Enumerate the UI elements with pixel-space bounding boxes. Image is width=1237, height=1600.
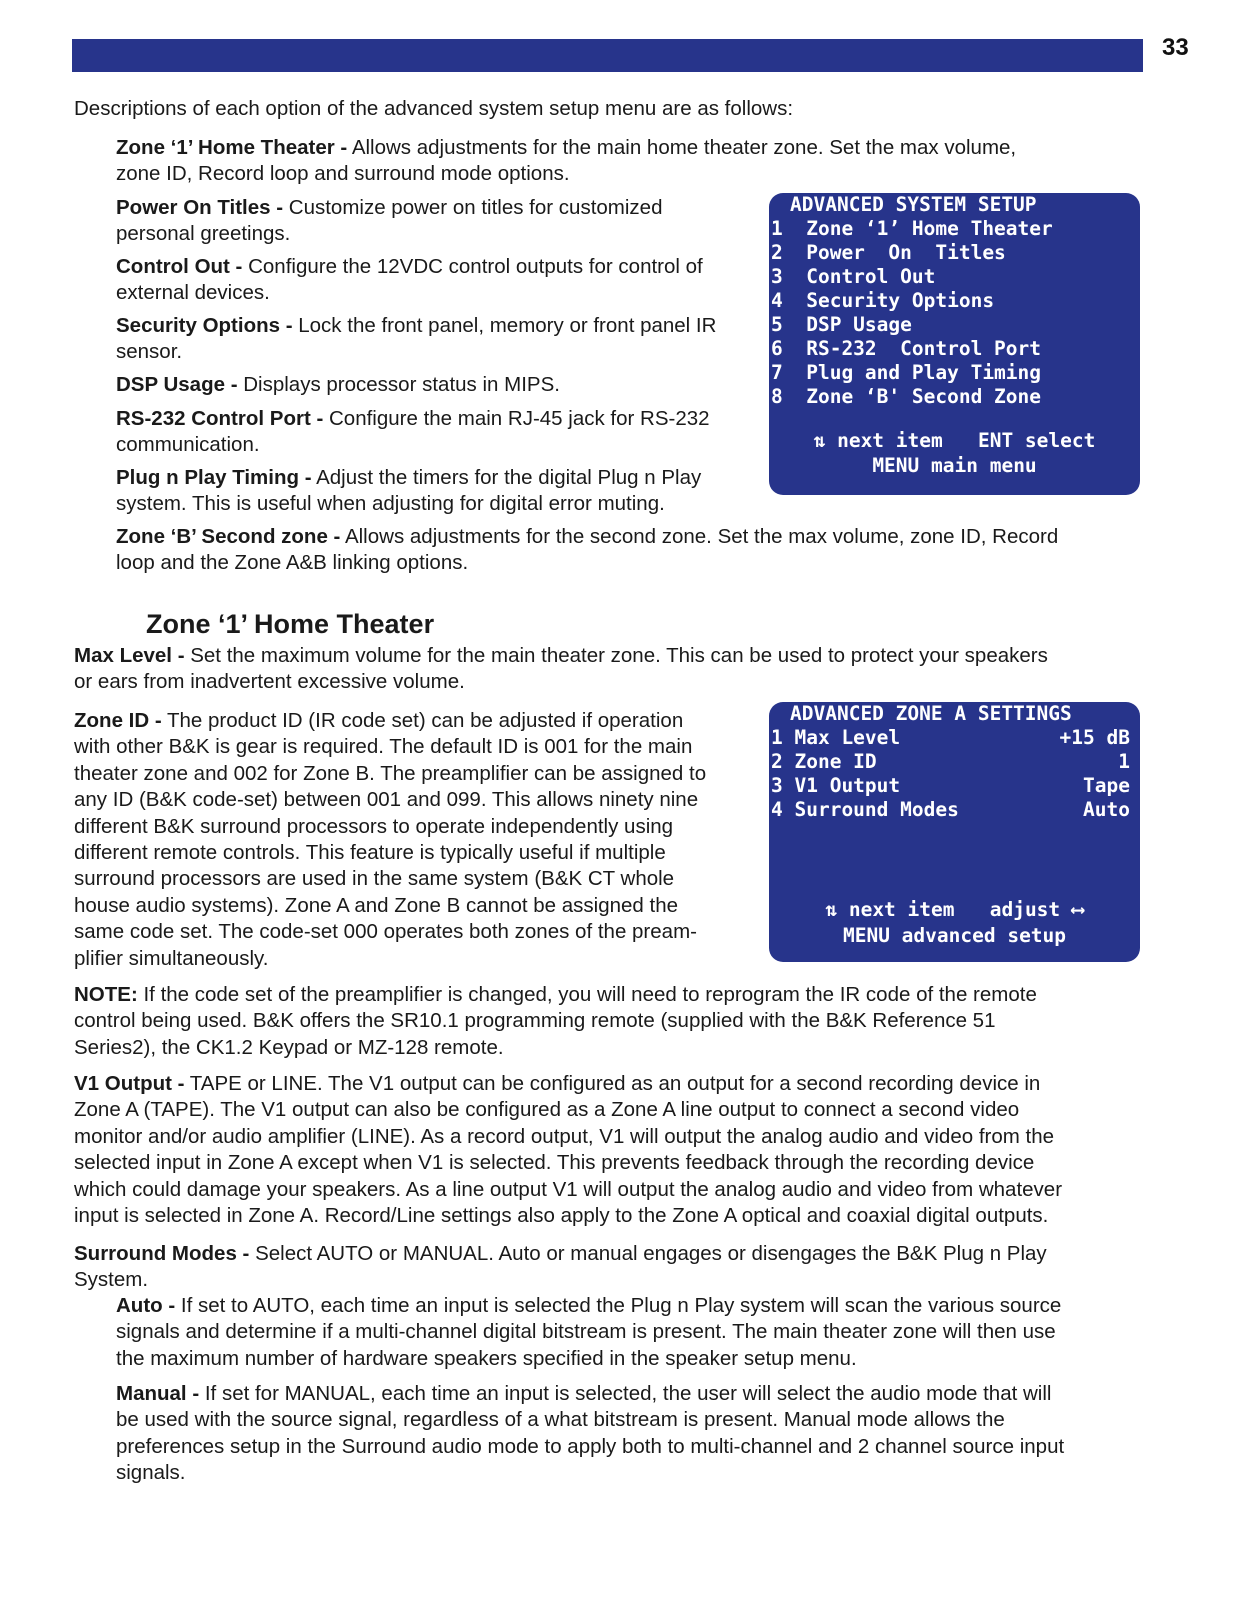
setting-value: Auto (1083, 798, 1130, 821)
option-term: Power On Titles - (116, 196, 284, 219)
desc-line: be used with the source signal, regardless of a what bitstream is present. Manual mode allows the (116, 1408, 1005, 1432)
desc-line: Zone A (TAPE). The V1 output can also be configured as a Zone A line output to connect a second video (74, 1098, 1020, 1122)
v1-output-desc (74, 1071, 1062, 1229)
menu-item[interactable]: 4 Security Options (771, 289, 995, 312)
option-text: Allows adjustments for the main home theater zone. Set the max volume, (347, 136, 1017, 159)
menu-item[interactable]: 5 DSP Usage (771, 313, 912, 336)
setting-label: 4 Surround Modes (771, 798, 959, 821)
desc-line: If set for MANUAL, each time an input is selected, the user will select the audio mode that will (199, 1382, 1052, 1405)
setting-value: Tape (1083, 774, 1130, 797)
desc-text-cont: or ears from inadvertent excessive volume. (74, 670, 465, 694)
desc-line: control being used. B&K offers the SR10.1 programming remote (supplied with the B&K Reference 51 (74, 1009, 996, 1033)
desc-line: same code set. The code-set 000 operates both zones of the pream- (74, 920, 697, 944)
term: Auto - (116, 1294, 176, 1317)
term: Zone ID - (74, 709, 162, 732)
option-text-cont: communication. (116, 433, 260, 457)
desc-line: Select AUTO or MANUAL. Auto or manual engages or disengages the B&K Plug n Play (249, 1242, 1047, 1265)
menu-nav-hint: ⇅ next item ENT select (813, 429, 1096, 452)
setting-label: 1 Max Level (771, 726, 901, 749)
auto-desc (116, 1293, 1061, 1372)
zone-id-desc (74, 708, 706, 972)
desc-line: If the code set of the preamplifier is changed, you will need to reprogram the IR code of the remote (137, 983, 1037, 1006)
option-rs232 (116, 406, 710, 459)
desc-line: which could damage your speakers. As a line output V1 will output the analog audio and video from whatever (74, 1177, 1063, 1201)
term: V1 Output - (74, 1072, 185, 1095)
desc-line: selected input in Zone A except when V1 is selected. This prevents feedback through the recording device (74, 1151, 1035, 1175)
setting-row-v1-output[interactable] (771, 774, 1130, 798)
desc-line: If set to AUTO, each time an input is selected the Plug n Play system will scan the various source (175, 1294, 1062, 1317)
manual-desc (116, 1381, 1064, 1487)
setting-row-max-level[interactable] (771, 726, 1130, 750)
menu-item[interactable]: 1 Zone ‘1’ Home Theater (771, 217, 1053, 240)
option-text: Adjust the timers for the digital Plug n Play (311, 466, 702, 489)
desc-line: theater zone and 002 for Zone B. The preamplifier can be assigned to (74, 761, 707, 785)
term: NOTE: (74, 983, 138, 1006)
menu-nav-hint: ⇅ next item adjust ⟷ (825, 898, 1084, 921)
option-term: Control Out - (116, 255, 243, 278)
option-dsp-usage (116, 372, 560, 398)
option-plug-n-play (116, 465, 701, 518)
desc-line: any ID (B&K code-set) between 001 and 099. This allows ninety nine (74, 788, 699, 812)
term: Max Level - (74, 644, 185, 667)
menu-title: ADVANCED ZONE A SETTINGS (790, 702, 1072, 725)
desc-line: Series2), the CK1.2 Keypad or MZ-128 remote. (74, 1035, 504, 1059)
option-text: Configure the main RJ-45 jack for RS-232 (323, 407, 710, 430)
option-text: Allows adjustments for the second zone. Set the max volume, zone ID, Record (340, 525, 1059, 548)
option-text-cont: zone ID, Record loop and surround mode options. (116, 162, 570, 186)
option-term: Zone ‘1’ Home Theater - (116, 136, 348, 159)
menu-nav-advanced: MENU advanced setup (842, 924, 1067, 947)
option-text-cont: external devices. (116, 281, 270, 305)
option-power-on-titles (116, 195, 662, 248)
option-term: Security Options - (116, 314, 293, 337)
section-title: Zone ‘1’ Home Theater (146, 609, 435, 639)
desc-line: with other B&K is gear is required. The default ID is 001 for the main (74, 735, 693, 759)
menu-title: ADVANCED SYSTEM SETUP (790, 193, 1037, 216)
intro-text: Descriptions of each option of the advanced system setup menu are as follows: (74, 97, 794, 120)
option-text: Configure the 12VDC control outputs for control of (242, 255, 703, 278)
option-zone1 (116, 135, 1016, 188)
menu-item[interactable]: 2 Power On Titles (771, 241, 1006, 264)
menu-item[interactable]: 3 Control Out (771, 265, 936, 288)
max-level-desc (74, 643, 1048, 696)
menu-item[interactable]: 8 Zone ‘B' Second Zone (771, 385, 1042, 408)
menu-item[interactable]: 6 RS-232 Control Port (771, 337, 1042, 360)
menu-nav-main: MENU main menu (872, 454, 1037, 477)
desc-line: The product ID (IR code set) can be adjusted if operation (161, 709, 684, 732)
desc-line: input is selected in Zone A. Record/Line settings also apply to the Zone A optical and coaxial digital outputs. (74, 1204, 1049, 1228)
option-security-options (116, 313, 716, 366)
surround-modes-desc (74, 1241, 1047, 1294)
option-text: Customize power on titles for customized (283, 196, 663, 219)
desc-text: Set the maximum volume for the main theater zone. This can be used to protect your speakers (184, 644, 1048, 667)
desc-line: signals and determine if a multi-channel digital bitstream is present. The main theater zone will then use (116, 1320, 1056, 1344)
advanced-system-setup-menu (769, 193, 1140, 495)
desc-line: plifier simultaneously. (74, 946, 269, 970)
option-control-out (116, 254, 703, 307)
option-text: Lock the front panel, memory or front panel IR (292, 314, 717, 337)
option-term: DSP Usage - (116, 373, 238, 396)
setting-label: 2 Zone ID (771, 750, 877, 773)
menu-item[interactable]: 7 Plug and Play Timing (771, 361, 1042, 384)
option-text-cont: loop and the Zone A&B linking options. (116, 551, 469, 575)
note-desc (74, 982, 1037, 1061)
page-number: 33 (1162, 34, 1189, 61)
header-bar (72, 39, 1143, 72)
desc-line: signals. (116, 1461, 186, 1485)
option-text-cont: system. This is useful when adjusting for digital error muting. (116, 492, 665, 516)
setting-label: 3 V1 Output (771, 774, 901, 797)
term: Surround Modes - (74, 1242, 250, 1265)
desc-line: monitor and/or audio amplifier (LINE). As a record output, V1 will output the analog audio and video from the (74, 1124, 1055, 1148)
option-zone-b (116, 524, 1058, 577)
advanced-zone-a-settings-menu (769, 702, 1140, 962)
desc-line: house audio systems). Zone A and Zone B cannot be assigned the (74, 893, 679, 917)
option-term: Plug n Play Timing - (116, 466, 312, 489)
desc-line: preferences setup in the Surround audio mode to apply both to multi-channel and 2 channel source input (116, 1434, 1065, 1458)
desc-line: the maximum number of hardware speakers specified in the speaker setup menu. (116, 1346, 857, 1370)
desc-line: surround processors are used in the same system (B&K CT whole (74, 867, 675, 891)
option-term: Zone ‘B’ Second zone - (116, 525, 341, 548)
setting-value: +15 dB (1059, 726, 1130, 749)
setting-row-zone-id[interactable] (771, 750, 1130, 774)
desc-line: TAPE or LINE. The V1 output can be configured as an output for a second recording device in (184, 1072, 1041, 1095)
setting-row-surround-modes[interactable] (771, 798, 1130, 822)
desc-line: different remote controls. This feature is typically useful if multiple (74, 841, 666, 865)
option-text-cont: sensor. (116, 340, 183, 364)
desc-line: System. (74, 1268, 149, 1292)
term: Manual - (116, 1382, 200, 1405)
option-text: Displays processor status in MIPS. (237, 373, 560, 396)
option-text-cont: personal greetings. (116, 222, 291, 246)
setting-value: 1 (1118, 750, 1130, 773)
option-term: RS-232 Control Port - (116, 407, 324, 430)
desc-line: different B&K surround processors to operate independently using (74, 814, 674, 838)
